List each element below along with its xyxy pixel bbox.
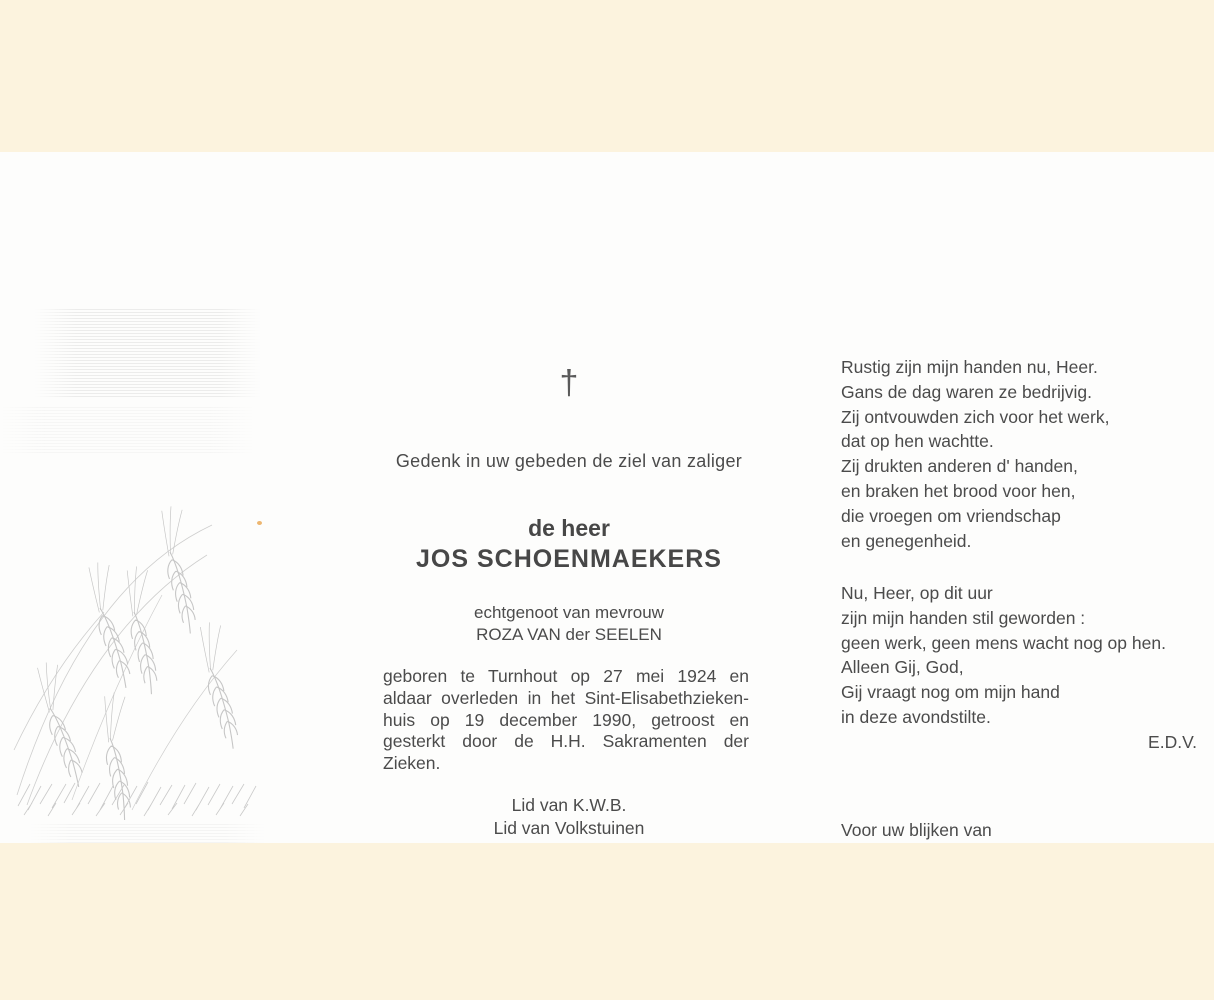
text-line: Voor uw blijken van: [841, 820, 992, 840]
text-line: huis op 19 december 1990, getroost en: [383, 709, 749, 730]
text-line: Zieken.: [383, 753, 441, 774]
scan-streak-band: [0, 407, 255, 455]
text-line: Zij drukten anderen d' handen,: [841, 456, 1078, 477]
text-line: Rustig zijn mijn handen nu, Heer.: [841, 357, 1098, 377]
spouse-name: ROZA VAN der SEELEN: [476, 624, 662, 644]
cross-icon: †: [559, 364, 579, 402]
text-line: en genegenheid.: [841, 530, 972, 551]
poem-stanza-1: [841, 355, 1197, 553]
scan-background-top: [0, 0, 1214, 152]
text-line: geen werk, geen mens wacht nog op hen.: [841, 632, 1166, 653]
text-line: Nu, Heer, op dit uur: [841, 583, 993, 603]
memorial-intro: Gedenk in uw gebeden de ziel van zaliger: [395, 451, 743, 471]
text-line: Gij vraagt nog om mijn hand: [841, 682, 1060, 703]
life-dates-paragraph: [383, 666, 749, 775]
scan-streak-band: [35, 309, 260, 397]
spouse-intro: echtgenoot van mevrouw: [474, 603, 664, 622]
text-line: Gans de dag waren ze bedrijvig.: [841, 381, 1092, 402]
text-line: Zij ontvouwden zich voor het werk,: [841, 406, 1110, 427]
wheat-ears-icon: [12, 500, 262, 820]
poem-signature: E.D.V.: [1148, 732, 1197, 752]
text-line: zijn mijn handen stil geworden :: [841, 607, 1086, 628]
prayer-card: [0, 152, 1214, 843]
text-line: aldaar overleden in het Sint-Elisabethzieken-: [383, 687, 749, 708]
text-line: dat op hen wachtte.: [841, 431, 994, 452]
text-line: geboren te Turnhout op 27 mei 1924 en: [383, 666, 749, 686]
deceased-name: JOS SCHOENMAEKERS: [416, 545, 722, 573]
text-line: Lid van Volkstuinen: [493, 817, 645, 838]
poem-stanza-2: [841, 581, 1197, 730]
text-line: en braken het brood voor hen,: [841, 480, 1076, 501]
text-line: Alleen Gij, God,: [841, 657, 964, 678]
text-line: gesterkt door de H.H. Sakramenten der: [383, 731, 749, 752]
honorific-title: de heer: [528, 515, 610, 541]
text-line: die vroegen om vriendschap: [841, 505, 1061, 526]
spouse-block: [380, 602, 758, 645]
text-line: in deze avondstilte.: [841, 706, 991, 727]
text-line: Lid van K.W.B.: [511, 795, 627, 815]
scan-background-bottom: [0, 843, 1214, 1000]
